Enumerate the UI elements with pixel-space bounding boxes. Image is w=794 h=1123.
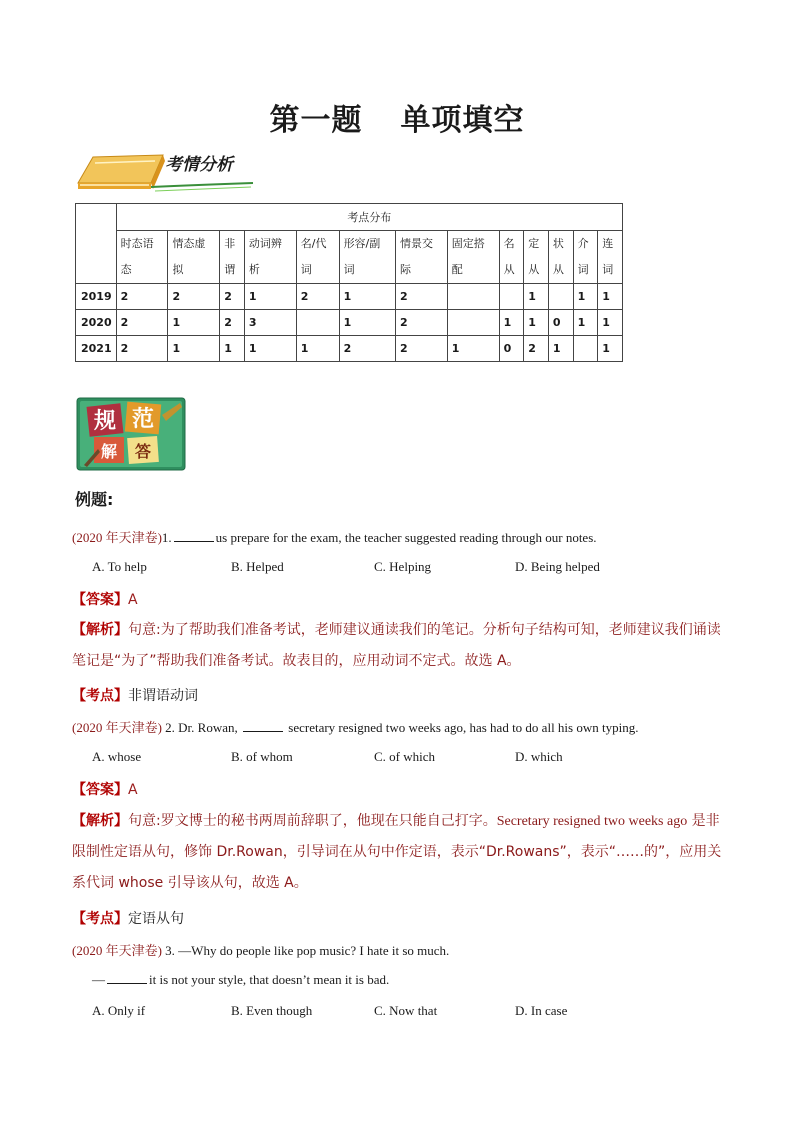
- table-cell: [548, 284, 573, 310]
- q2-answer: [72, 779, 138, 799]
- table-corner-cell: [76, 204, 117, 284]
- example-heading: 例题:: [75, 490, 114, 509]
- q3-reply-dash: —: [92, 972, 105, 987]
- title-part1: 第一题: [269, 103, 363, 138]
- table-cell: 1: [598, 310, 623, 336]
- table-cell: 2: [395, 310, 447, 336]
- column-header-text: 从: [503, 263, 515, 276]
- column-header-text: 析: [248, 263, 260, 276]
- table-cell: 2: [116, 284, 168, 310]
- table-cell: 1: [447, 336, 499, 362]
- column-header-text: 配: [451, 263, 463, 276]
- column-header-text: 状: [552, 237, 564, 250]
- table-column-header: [168, 231, 220, 284]
- question-3: [72, 940, 449, 959]
- table-column-header: [524, 231, 549, 284]
- table-column-header: [244, 231, 296, 284]
- table-cell: 2: [220, 310, 245, 336]
- table-cell: 2: [116, 310, 168, 336]
- q3-source: (2020 年天津卷): [72, 943, 162, 958]
- exam-stats-table: [75, 203, 623, 362]
- table-column-header: [499, 231, 524, 284]
- column-header-text: 词: [602, 263, 614, 276]
- badge-char-2: 范: [131, 407, 155, 432]
- q1-point-tag: 【考点】: [72, 688, 128, 704]
- title-part2: 单项填空: [400, 103, 525, 138]
- table-cell: 1: [339, 284, 395, 310]
- column-header-text: 名/代: [300, 237, 327, 250]
- q1-point-value: 非谓语动词: [128, 688, 198, 704]
- column-header-text: 从: [552, 263, 564, 276]
- q3-option-a: A. Only if: [92, 1003, 146, 1018]
- q3-blank: [107, 973, 147, 984]
- table-row: [76, 310, 623, 336]
- table-row-year: 2020: [76, 310, 117, 336]
- table-cell: 0: [548, 310, 573, 336]
- table-cell: [499, 284, 524, 310]
- column-header-text: 形容/副: [343, 237, 381, 250]
- q2-analysis-en: Secretary resigned two weeks ago: [496, 814, 688, 829]
- q1-source: (2020 年天津卷): [72, 530, 162, 545]
- q2-option-a: A. whose: [92, 749, 142, 764]
- column-header-text: 非: [224, 237, 236, 250]
- column-header-text: 际: [399, 263, 411, 276]
- q2-text: secretary resigned two weeks ago, has had to do all his own typing.: [288, 720, 639, 735]
- table-cell: 2: [524, 336, 549, 362]
- q3-reply: [92, 972, 389, 988]
- table-cell: [447, 310, 499, 336]
- column-header-text: 情态虚: [172, 237, 206, 250]
- q3-option-d: D. In case: [515, 1003, 568, 1018]
- table-column-header: [296, 231, 339, 284]
- table-row: [76, 336, 623, 362]
- table-group-header: 考点分布: [116, 204, 622, 231]
- table-cell: 1: [244, 284, 296, 310]
- table-column-header: [395, 231, 447, 284]
- q1-option-d: D. Being helped: [515, 559, 600, 574]
- q2-analysis-text-b: 是非限制性定语从句，修饰 Dr.Rowan，引导词在从句中作定语，表示“Dr.Rowans”，表示“……的”，应用关系代词 whose 引导该从句，故选 A。: [72, 813, 722, 891]
- q3-reply-text: it is not your style, that doesn’t mean it is bad.: [149, 972, 390, 987]
- column-header-text: 定: [528, 237, 540, 250]
- table-column-header: [573, 231, 598, 284]
- table-cell: 1: [524, 284, 549, 310]
- column-header-text: 态: [120, 263, 132, 276]
- column-header-text: 情景交: [399, 237, 433, 250]
- page-title: [0, 95, 794, 139]
- table-column-header: [339, 231, 395, 284]
- table-cell: 1: [244, 336, 296, 362]
- column-header-text: 时态语: [120, 237, 154, 250]
- q2-blank: [243, 721, 283, 732]
- guifan-jieda-badge: [76, 397, 186, 471]
- q3-text: 3. —Why do people like pop music? I hate it so much.: [165, 943, 450, 958]
- q2-point-value: 定语从句: [128, 911, 184, 927]
- table-cell: 0: [499, 336, 524, 362]
- q3-option-c: C. Now that: [374, 1003, 438, 1018]
- table-cell: 1: [220, 336, 245, 362]
- q2-option-d: D. which: [515, 749, 563, 764]
- q2-point-tag: 【考点】: [72, 911, 128, 927]
- q2-analysis-text-a: 句意:罗文博士的秘书两周前辞职了，他现在只能自己打字。: [128, 813, 497, 829]
- q1-text: us prepare for the exam, the teacher suggested reading through our notes.: [215, 530, 597, 545]
- table-row-year: 2021: [76, 336, 117, 362]
- table-cell: 1: [548, 336, 573, 362]
- question-2: [72, 717, 638, 736]
- column-header-text: 连: [602, 237, 614, 250]
- q1-analysis-text: 句意:为了帮助我们准备考试，老师建议通读我们的笔记。分析句子结构可知，老师建议我们诵读笔记是“为了”帮助我们准备考试。故表目的，应用动词不定式。故选 A。: [72, 622, 721, 669]
- q2-pre: 2. Dr. Rowan,: [165, 720, 238, 735]
- table-cell: [296, 310, 339, 336]
- table-cell: 1: [598, 336, 623, 362]
- q1-analysis: [72, 615, 724, 677]
- table-cell: 1: [598, 284, 623, 310]
- table-cell: [447, 284, 499, 310]
- column-header-text: 动词辨: [248, 237, 282, 250]
- table-row-year: 2019: [76, 284, 117, 310]
- table-column-header: [548, 231, 573, 284]
- table-cell: 2: [168, 284, 220, 310]
- table-column-header: [220, 231, 245, 284]
- badge-char-1: 规: [93, 409, 117, 434]
- table-cell: 2: [395, 336, 447, 362]
- column-header-text: 词: [300, 263, 312, 276]
- table-column-header: [598, 231, 623, 284]
- column-header-text: 固定搭: [451, 237, 485, 250]
- table-cell: 1: [573, 310, 598, 336]
- table-cell: 1: [339, 310, 395, 336]
- table-cell: 1: [499, 310, 524, 336]
- q1-analysis-tag: 【解析】: [72, 622, 128, 638]
- badge-char-4: 答: [134, 442, 152, 461]
- q2-point: [72, 908, 184, 928]
- q1-answer-value: A: [128, 592, 138, 608]
- column-header-text: 从: [528, 263, 540, 276]
- column-header-text: 介: [577, 237, 589, 250]
- badge-char-3: 解: [100, 442, 118, 461]
- q1-option-c: C. Helping: [374, 559, 432, 574]
- table-cell: 2: [296, 284, 339, 310]
- q2-option-c: C. of which: [374, 749, 436, 764]
- table-cell: 2: [220, 284, 245, 310]
- table-cell: 1: [168, 336, 220, 362]
- table-cell: 1: [168, 310, 220, 336]
- q1-option-a: A. To help: [92, 559, 147, 574]
- q3-option-b: B. Even though: [231, 1003, 313, 1018]
- column-header-text: 谓: [224, 263, 236, 276]
- table-column-header: [116, 231, 168, 284]
- table-cell: 1: [573, 284, 598, 310]
- q2-analysis-tag: 【解析】: [72, 813, 128, 829]
- column-header-text: 名: [503, 237, 515, 250]
- table-row: [76, 284, 623, 310]
- q2-answer-tag: 【答案】: [72, 782, 128, 798]
- table-cell: 2: [339, 336, 395, 362]
- q2-analysis: [72, 806, 724, 899]
- q2-source: (2020 年天津卷): [72, 720, 162, 735]
- table-cell: 3: [244, 310, 296, 336]
- table-cell: [573, 336, 598, 362]
- q1-blank: [174, 531, 214, 542]
- q1-answer: [72, 589, 138, 609]
- table-cell: 1: [524, 310, 549, 336]
- q2-answer-value: A: [128, 782, 138, 798]
- table-cell: 2: [395, 284, 447, 310]
- column-header-text: 词: [577, 263, 589, 276]
- q1-number: 1.: [161, 530, 172, 545]
- column-header-text: 拟: [172, 263, 184, 276]
- q2-option-b: B. of whom: [231, 749, 293, 764]
- table-cell: 1: [296, 336, 339, 362]
- table-cell: 2: [116, 336, 168, 362]
- table-column-header: [447, 231, 499, 284]
- q1-answer-tag: 【答案】: [72, 592, 128, 608]
- column-header-text: 词: [343, 263, 355, 276]
- question-1: [72, 527, 597, 546]
- q1-option-b: B. Helped: [231, 559, 284, 574]
- q1-point: [72, 685, 198, 705]
- section-label-kaoqing: 考情分析: [165, 155, 233, 175]
